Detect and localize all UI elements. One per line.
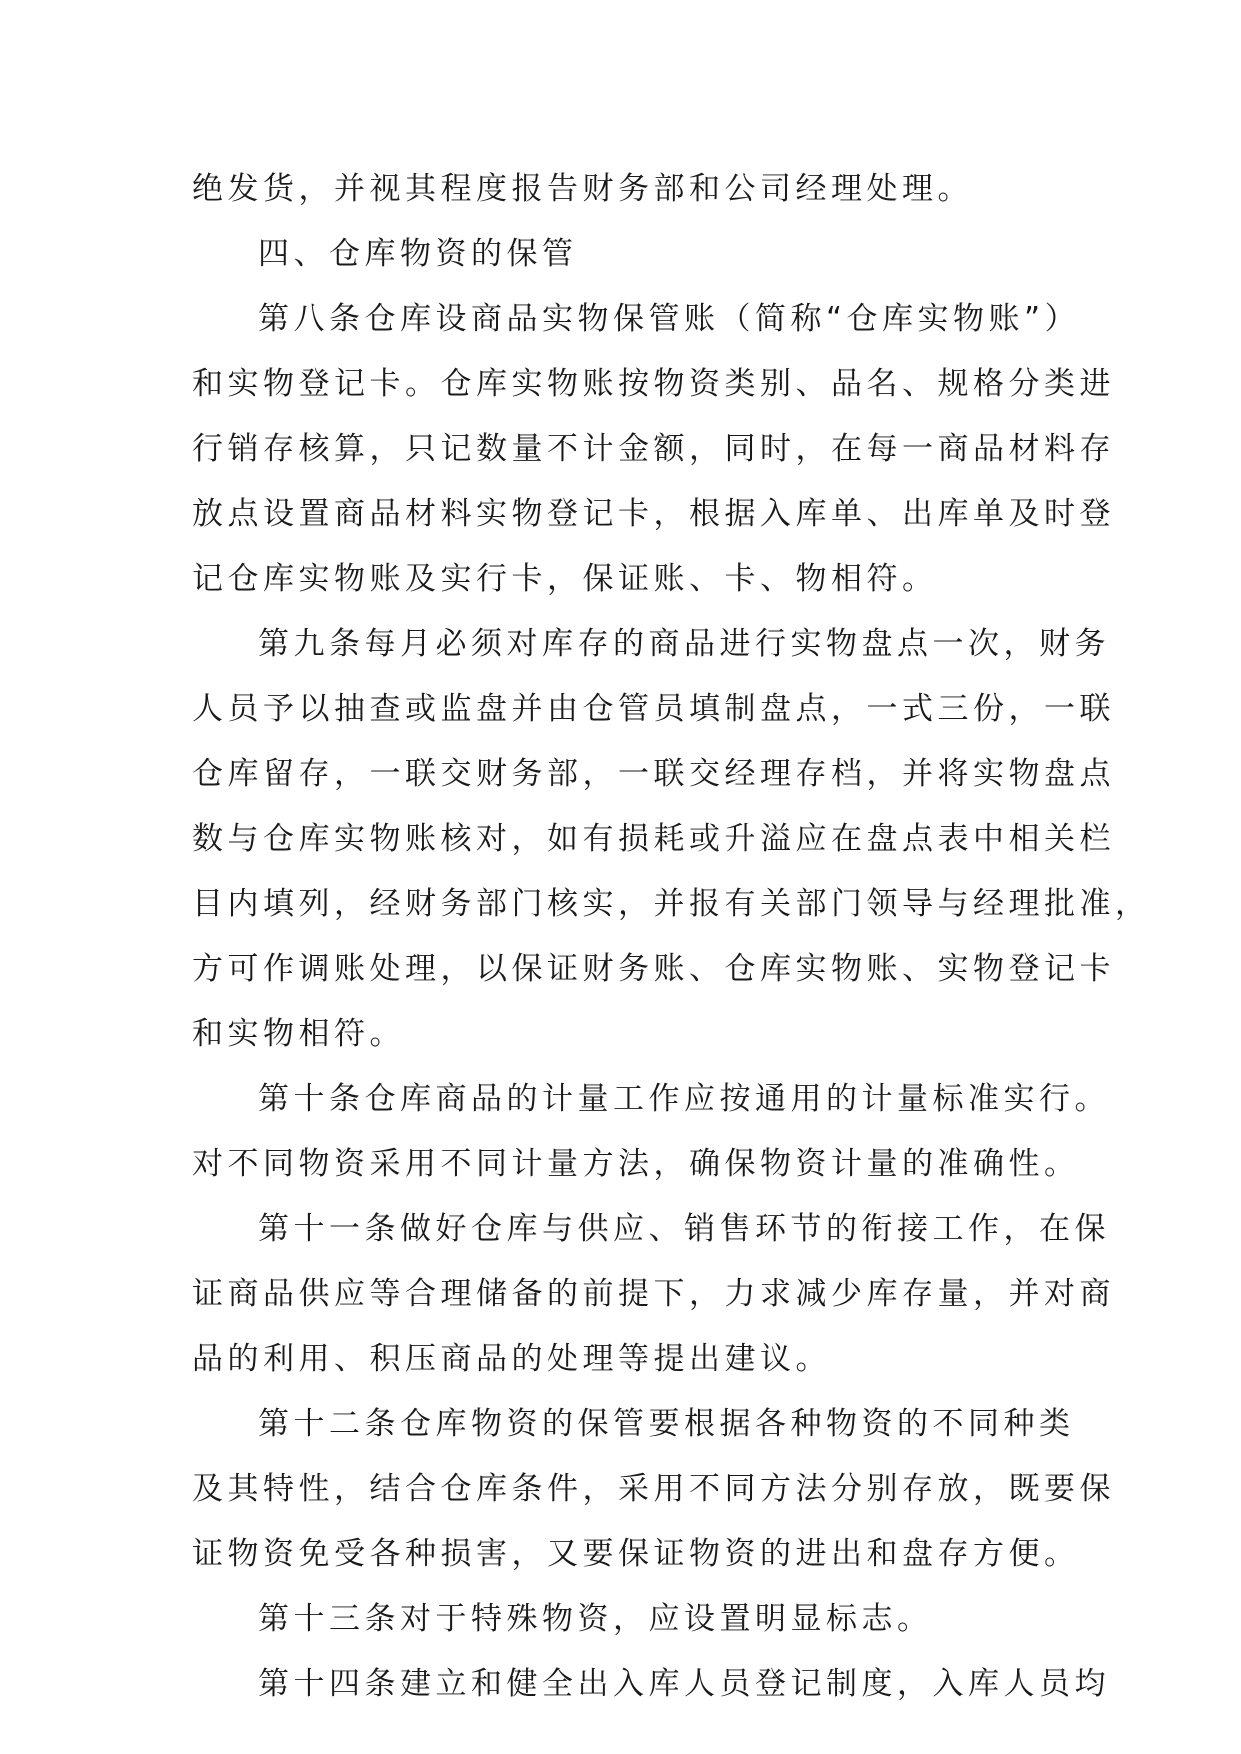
text-line: 证商品供应等合理储备的前提下，力求减少库存量，并对商 [192, 1276, 1115, 1312]
text-line: 第十三条对于特殊物资，应设置明显标志。 [258, 1601, 933, 1637]
text-line: 第十条仓库商品的计量工作应按通用的计量标准实行。 [258, 1081, 1110, 1117]
text-line: 记仓库实物账及实行卡，保证账、卡、物相符。 [192, 561, 938, 597]
text-line: 第九条每月必须对库存的商品进行实物盘点一次，财务 [258, 626, 1110, 662]
text-line: 对不同物资采用不同计量方法，确保物资计量的准确性。 [192, 1146, 1080, 1182]
text-line: 第十一条做好仓库与供应、销售环节的衔接工作，在保 [258, 1211, 1110, 1247]
text-line: 行销存核算，只记数量不计金额，同时，在每一商品材料存 [192, 431, 1115, 467]
text-line: 证物资免受各种损害，又要保证物资的进出和盘存方便。 [192, 1536, 1080, 1572]
text-line: 人员予以抽查或监盘并由仓管员填制盘点，一式三份，一联 [192, 691, 1115, 727]
text-line: 仓库留存，一联交财务部，一联交经理存档，并将实物盘点 [192, 756, 1115, 792]
text-line: 绝发货，并视其程度报告财务部和公司经理处理。 [192, 171, 973, 207]
text-line: 第八条仓库设商品实物保管账（简称“仓库实物账”） [258, 301, 1081, 337]
text-line: 和实物相符。 [192, 1016, 405, 1052]
text-line: 方可作调账处理，以保证财务账、仓库实物账、实物登记卡 [192, 951, 1115, 987]
text-line: 第十四条建立和健全出入库人员登记制度，入库人员均 [258, 1666, 1110, 1702]
text-line: 目内填列，经财务部门核实，并报有关部门领导与经理批准， [192, 886, 1151, 922]
text-line: 第十二条仓库物资的保管要根据各种物资的不同种类 [258, 1406, 1075, 1442]
text-line: 放点设置商品材料实物登记卡，根据入库单、出库单及时登 [192, 496, 1115, 532]
document-body [192, 157, 1151, 1717]
section-heading: 四、仓库物资的保管 [258, 236, 578, 272]
text-line: 及其特性，结合仓库条件，采用不同方法分别存放，既要保 [192, 1471, 1115, 1507]
text-line: 品的利用、积压商品的处理等提出建议。 [192, 1341, 831, 1377]
text-line: 和实物登记卡。仓库实物账按物资类别、品名、规格分类进 [192, 366, 1115, 402]
text-line: 数与仓库实物账核对，如有损耗或升溢应在盘点表中相关栏 [192, 821, 1115, 857]
